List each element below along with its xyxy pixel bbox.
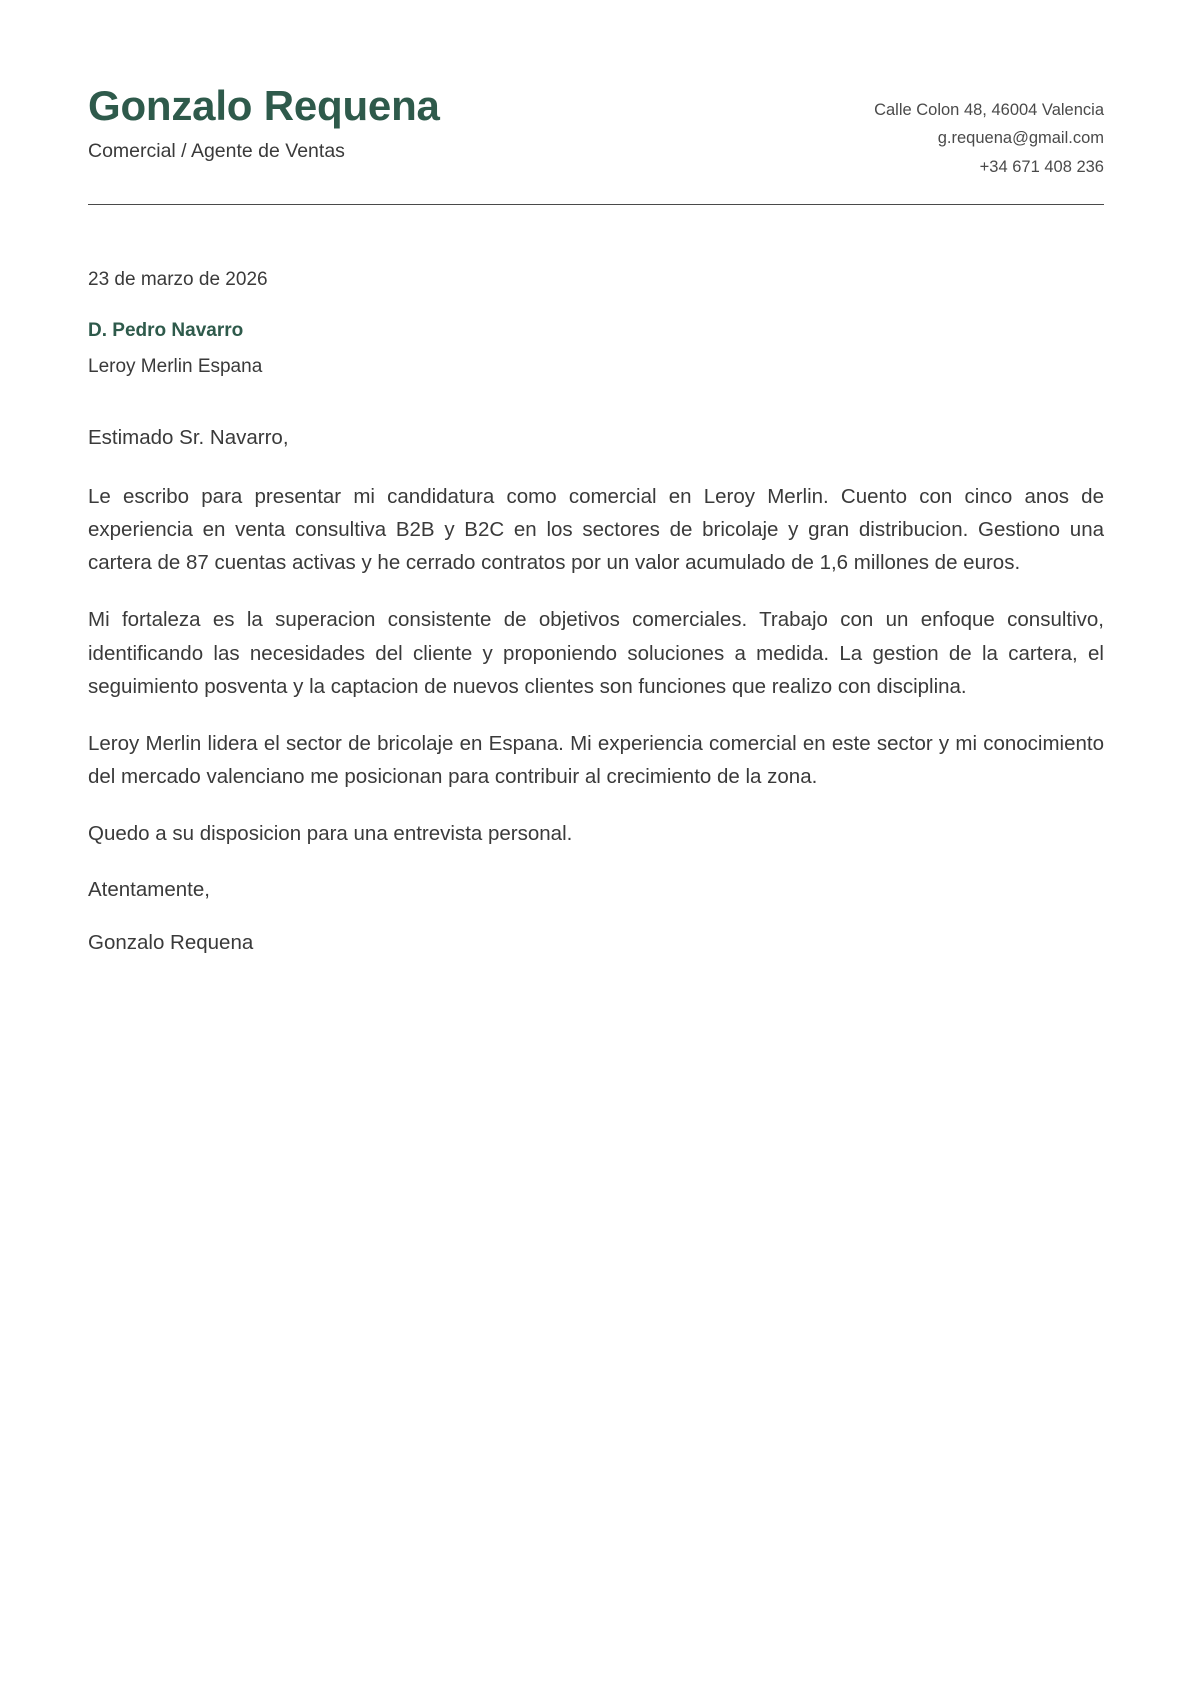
candidate-name: Gonzalo Requena [88,82,440,129]
letter-signature-name: Gonzalo Requena [88,931,254,955]
contact-address: Calle Colon 48, 46004 Valencia [874,101,1104,119]
letter-meta-block [88,267,1104,380]
letter-paragraph: Mi fortaleza es la superacion consistente de objetivos comerciales. Trabajo con un enfoque consultivo, identificando las necesidades del cliente y proponiendo soluciones a medida. La gestion de la cartera, el seguimiento posventa y la captacion de nuevos clientes son funciones que realizo con disciplina. [88,608,1104,698]
recipient-name: D. Pedro Navarro [88,319,244,341]
candidate-job-title: Comercial / Agente de Ventas [88,139,345,162]
letter-paragraph: Leroy Merlin lidera el sector de bricolaje en Espana. Mi experiencia comercial en este sector y mi conocimiento del mercado valenciano me posicionan para contribuir al crecimiento de la zona. [88,731,1104,789]
header-divider [88,204,1104,205]
contact-email: g.requena@gmail.com [937,129,1104,148]
letter-salutation: Estimado Sr. Navarro, [88,426,289,450]
letter-paragraph: Le escribo para presentar mi candidatura como comercial en Leroy Merlin. Cuento con cinco anos de experiencia en venta consultiva B2B y B2C en los sectores de bricolaje y gran distribucion. Gestiono una cartera de 87 cuentas activas y he cerrado contratos por un valor acumulado de 1,6 millones de euros. [88,484,1104,575]
letter-body [88,423,1104,958]
letter-date: 23 de marzo de 2026 [88,269,268,291]
letter-closing: Atentamente, [88,877,210,901]
recipient-company: Leroy Merlin Espana [88,356,263,378]
identity-block [88,82,440,163]
letter-header [88,72,1104,181]
contact-block [874,82,1104,181]
letter-paragraph: Quedo a su disposicion para una entrevista personal. [88,822,573,846]
contact-phone: +34 671 408 236 [979,157,1104,176]
